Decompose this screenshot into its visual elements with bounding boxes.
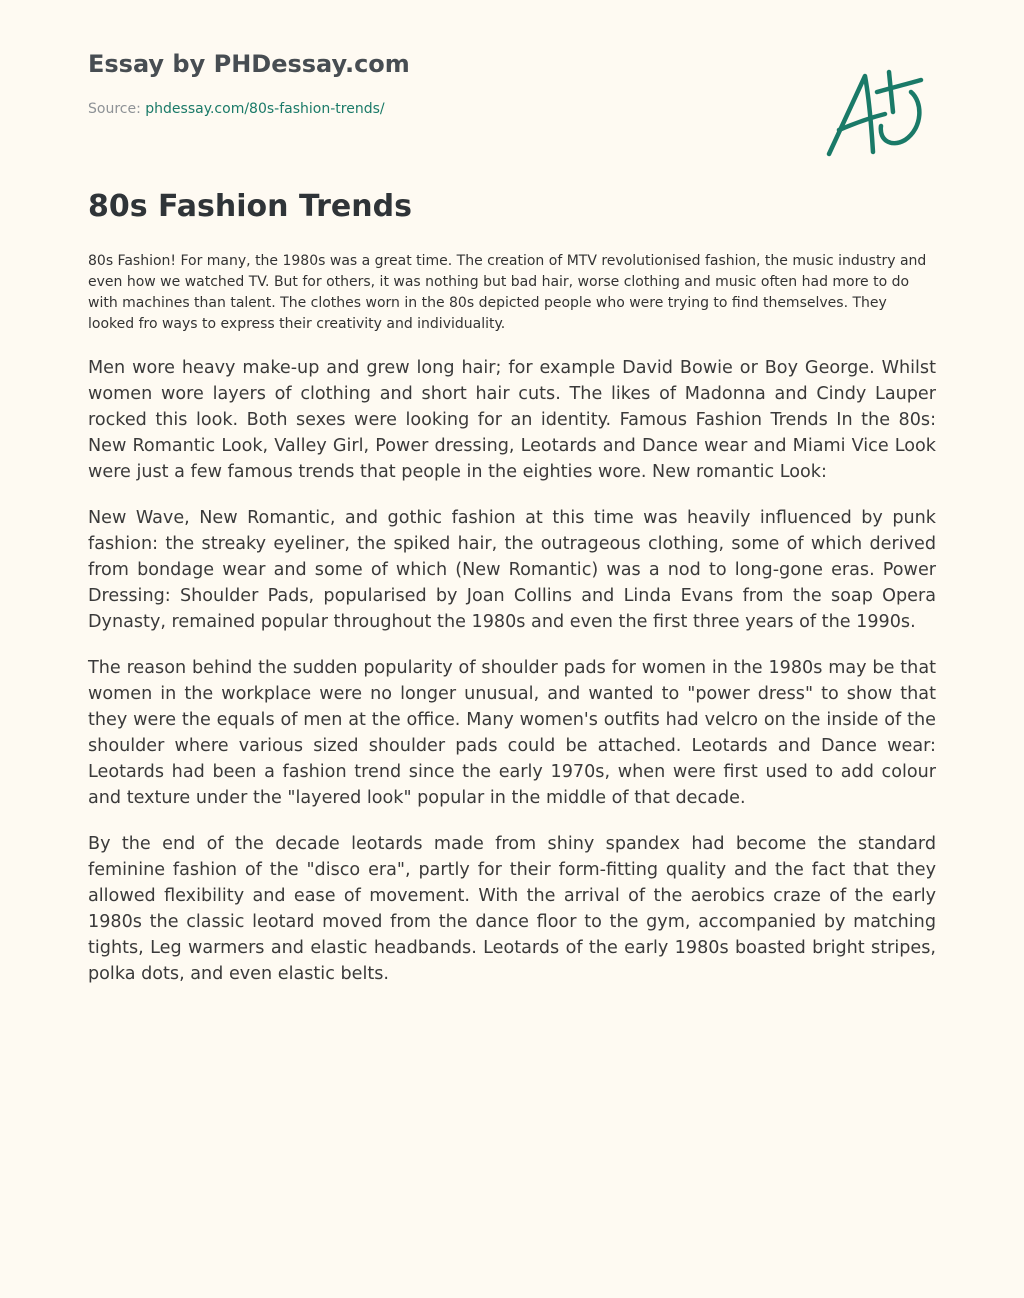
essay-title: 80s Fashion Trends: [88, 189, 412, 224]
essay-body: [88, 355, 936, 1007]
source-label: Source:: [88, 101, 146, 117]
essay-paragraph: New Wave, New Romantic, and gothic fashion at this time was heavily influenced by punk fashion: the streaky eyeliner, the spiked hair, the outrageous clothing, some of which derived from bondage wear and some of which (New Romantic) was a nod to long-gone eras. Power Dressing: Shoulder Pads, popularised by Joan Collins and Linda Evans from the soap Opera Dynasty, remained popular throughout the 1980s and even the first three years of the 1990s.: [88, 508, 936, 632]
essay-paragraph: The reason behind the sudden popularity of shoulder pads for women in the 1980s may be that women in the workplace were no longer unusual, and wanted to "power dress" to show that they were the equals of men at the office. Many women's outfits had velcro on the inside of the shoulder where various sized shoulder pads could be attached. Leotards and Dance wear: Leotards had been a fashion trend since the early 1970s, when were first used to add colour and texture under the "layered look" popular in the middle of that decade.: [88, 658, 936, 808]
essay-intro: 80s Fashion! For many, the 1980s was a great time. The creation of MTV revolutionised fashion, the music industry and even how we watched TV. But for others, it was nothing but bad hair, worse clothing and music often had more to do with machines than talent. The clothes worn in the 80s depicted people who were trying to find themselves. They looked fro ways to express their creativity and individuality.: [88, 253, 927, 332]
site-title: Essay by PHDessay.com: [88, 50, 410, 78]
source-link[interactable]: phdessay.com/80s-fashion-trends/: [145, 101, 385, 117]
a-plus-grade-icon: [825, 66, 929, 160]
source-line: [88, 101, 385, 117]
essay-paragraph: Men wore heavy make-up and grew long hair; for example David Bowie or Boy George. Whilst women wore layers of clothing and short hair cuts. The likes of Madonna and Cindy Lauper rocked this look. Both sexes were looking for an identity. Famous Fashion Trends In the 80s: New Romantic Look, Valley Girl, Power dressing, Leotards and Dance wear and Miami Vice Look were just a few famous trends that people in the eighties wore. New romantic Look:: [88, 358, 936, 482]
essay-paragraph: By the end of the decade leotards made from shiny spandex had become the standard feminine fashion of the "disco era", partly for their form-fitting quality and the fact that they allowed flexibility and ease of movement. With the arrival of the aerobics craze of the early 1980s the classic leotard moved from the dance floor to the gym, accompanied by matching tights, Leg warmers and elastic headbands. Leotards of the early 1980s boasted bright stripes, polka dots, and even elastic belts.: [88, 834, 936, 984]
